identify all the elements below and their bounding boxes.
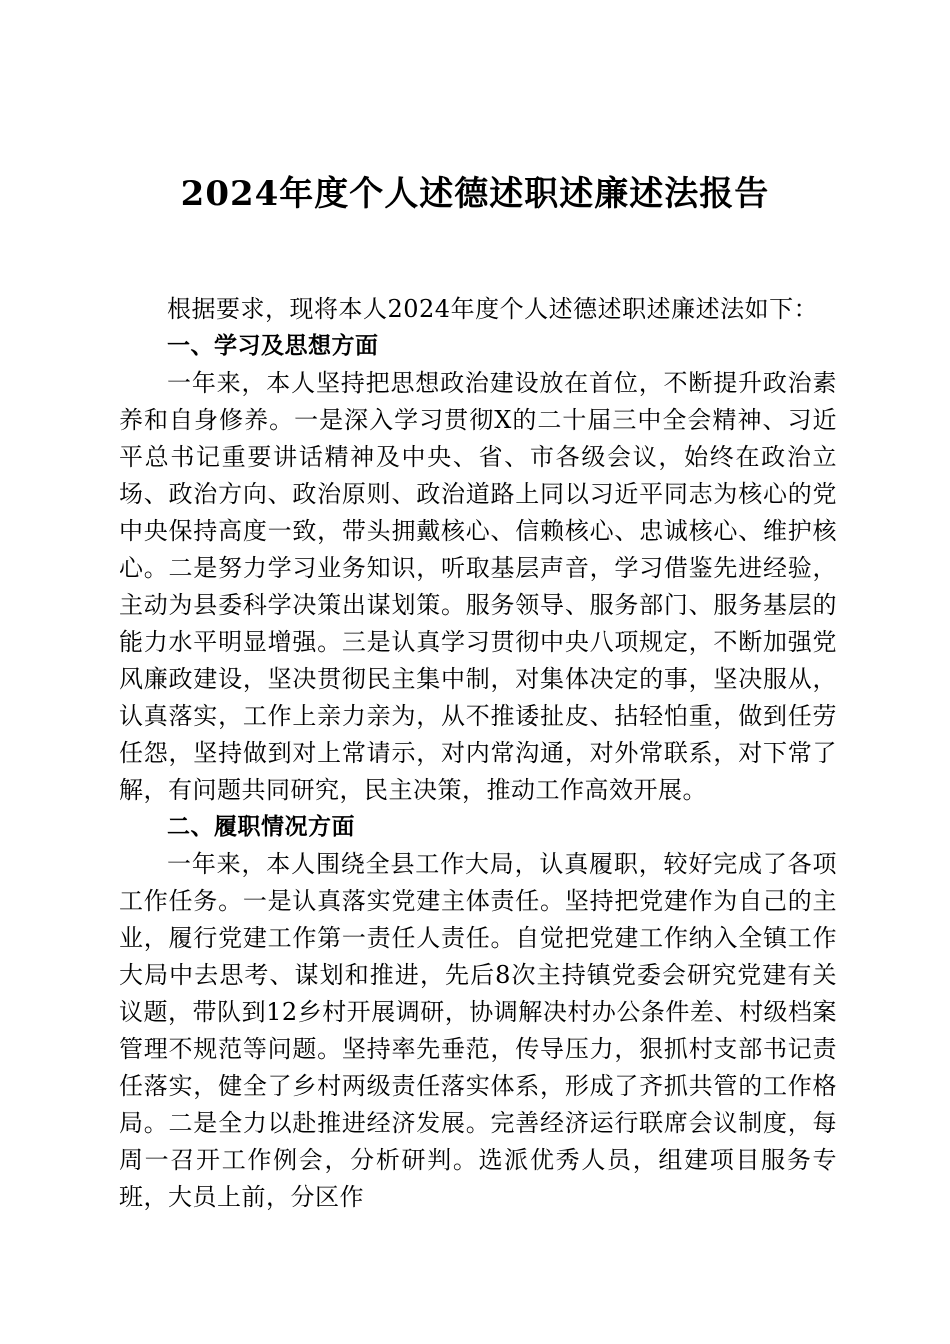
document-title: 2024年度个人述德述职述廉述法报告 bbox=[180, 174, 770, 214]
duties-paragraph: 一年来，本人围绕全县工作大局，认真履职，较好完成了各项工作任务。一是认真落实党建主体责任。坚持把党建作为自己的主业，履行党建工作第一责任人责任。自觉把党建工作纳入全镇工作大局中去思考、谋划和推进，先后8次主持镇党委会研究党建有关议题，带队到12乡村开展调研，协调解决村办公条件差、村级档案管理不规范等问题。坚持率先垂范，传导压力，狠抓村支部书记责任落实，健全了乡村两级责任落实体系，形成了齐抓共管的工作格局。二是全力以赴推进经济发展。完善经济运行联席会议制度，每周一召开工作例会，分析研判。选派优秀人员，组建项目服务专班，大员上前，分区作 bbox=[119, 850, 837, 1211]
intro-paragraph: 根据要求，现将本人2024年度个人述德述职述廉述法如下： bbox=[167, 295, 819, 323]
study-paragraph: 一年来，本人坚持把思想政治建设放在首位，不断提升政治素养和自身修养。一是深入学习贯彻X的二十届三中全会精神、习近平总书记重要讲话精神及中央、省、市各级会议，始终在政治立场、政治方向、政治原则、政治道路上同以习近平同志为核心的党中央保持高度一致，带头拥戴核心、信赖核心、忠诚核心、维护核心。二是努力学习业务知识，听取基层声音，学习借鉴先进经验，主动为县委科学决策出谋划策。服务领导、服务部门、服务基层的能力水平明显增强。三是认真学习贯彻中央八项规定，不断加强党风廉政建设，坚决贯彻民主集中制，对集体决定的事，坚决服从，认真落实，工作上亲力亲为，从不推诿扯皮、拈轻怕重，做到任劳任怨，坚持做到对上常请示，对内常沟通，对外常联系，对下常了解，有问题共同研究，民主决策，推动工作高效开展。 bbox=[119, 369, 837, 804]
section-heading-study: 一、学习及思想方面 bbox=[167, 333, 379, 359]
document-body bbox=[119, 291, 837, 1216]
section-heading-duties: 二、履职情况方面 bbox=[167, 814, 355, 840]
